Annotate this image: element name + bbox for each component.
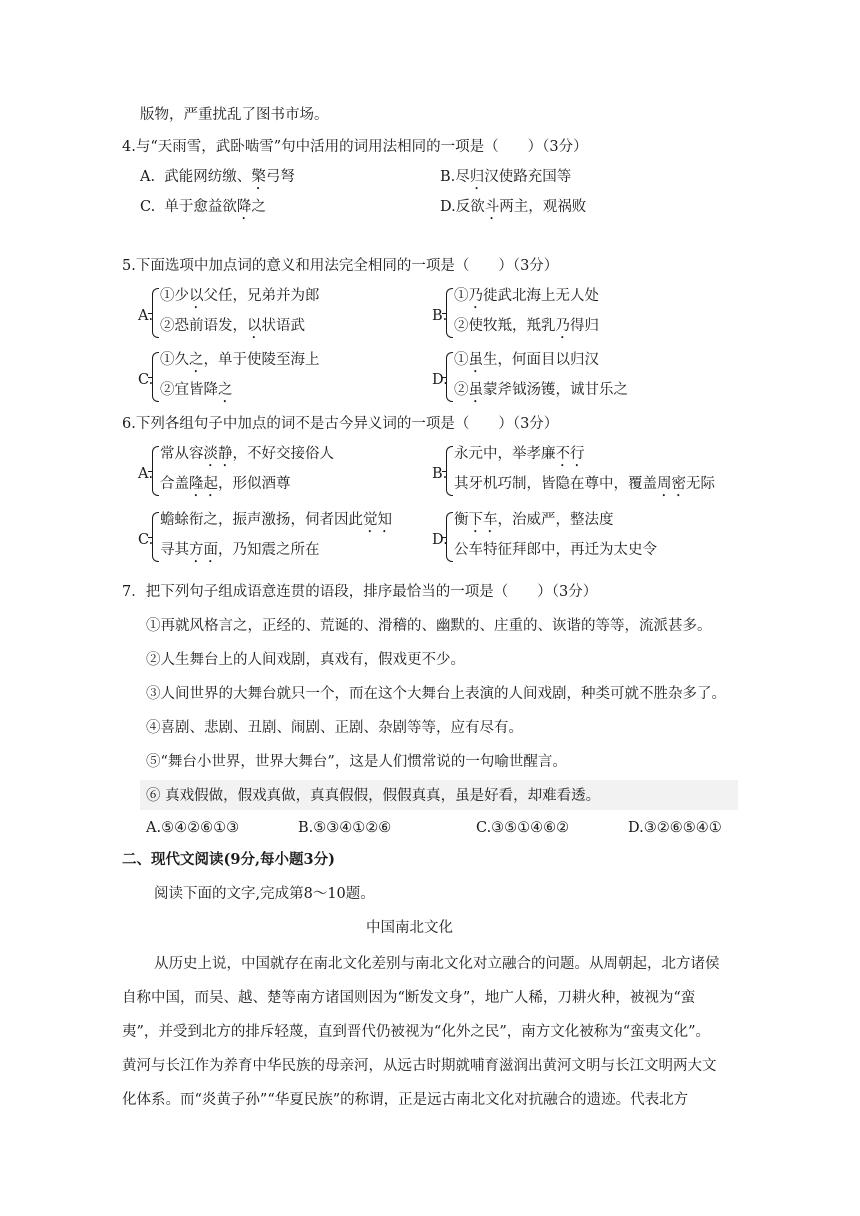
question-5: 5.下面选项中加点词的意义和用法完全相同的一项是（ ）（3分） [122, 258, 559, 274]
question-6: 6.下列各组句子中加点的词不是古今异义词的一项是（ ）（3分） [122, 416, 559, 432]
q5-c-line1: ①久之，单于使陵至海上 [160, 352, 320, 368]
q6-c-brace [152, 512, 159, 562]
q6-b-line2: 其牙机巧制，皆隐在尊中，覆盖周密无际 [454, 476, 715, 492]
passage-line-5: 化体系。而“炎黄子孙”“华夏民族”的称谓，正是远古南北文化对抗融合的遗迹。代表北方 [122, 1092, 689, 1108]
q6-option-a-letter: A. [138, 466, 154, 482]
q5-option-d-letter: D. [432, 372, 448, 388]
q7-option-c: C.③⑤①④⑥② [476, 820, 570, 836]
passage-line-1: 从历史上说，中国就存在南北文化差别与南北文化对立融合的问题。从周朝起，北方诸侯 [154, 956, 720, 972]
q6-a-line1: 常从容淡静，不好交接俗人 [160, 446, 334, 462]
q5-b-brace [446, 288, 453, 338]
q5-d-line1: ①虽生，何面目以归汉 [454, 352, 599, 368]
passage-line-4: 黄河与长江作为养育中华民族的母亲河，从远古时期就哺育滋润出黄河文明与长江文明两大文 [122, 1058, 717, 1074]
passage-title: 中国南北文化 [366, 920, 453, 936]
q6-a-line2: 合盖隆起，形似酒尊 [160, 476, 291, 492]
q7-option-a: A.⑤④②⑥①③ [146, 820, 240, 836]
line-continuation: 版物，严重扰乱了图书市场。 [140, 107, 329, 123]
section-2-heading: 二、现代文阅读(9分,每小题3分) [122, 851, 335, 868]
q6-c-line1: 蟾蜍衔之，振声激扬，伺者因此觉知 [160, 512, 392, 528]
q7-sentence-5: ⑤“舞台小世界，世界大舞台”，这是人们惯常说的一句喻世醒言。 [146, 754, 567, 770]
q7-sentence-6: ⑥ 真戏假做，假戏真做，真真假假，假假真真，虽是好看，却难看透。 [146, 788, 601, 804]
reading-instruction: 阅读下面的文字,完成第8～10题。 [154, 886, 375, 902]
q5-a-line1: ①少以父任，兄弟并为郎 [160, 288, 320, 304]
q6-b-line1: 永元中，举孝廉不行 [454, 446, 585, 462]
q6-b-brace [446, 446, 453, 496]
q5-option-b-letter: B. [432, 308, 448, 324]
q5-a-line2: ②恐前语发，以状语武 [160, 318, 305, 334]
q7-option-b: B.⑤③④①②⑥ [298, 820, 392, 836]
passage-line-3: 夷”，并受到北方的排斥轻蔑，直到晋代仍被视为“化外之民”，南方文化被称为“蛮夷文化”。 [122, 1024, 711, 1040]
q5-a-brace [152, 288, 159, 338]
q5-d-brace [446, 352, 453, 402]
q4-option-c: C. 单于愈益欲降之 [140, 199, 266, 215]
q5-option-a-letter: A. [138, 308, 154, 324]
q5-b-line2: ②使牧羝，羝乳乃得归 [454, 318, 599, 334]
question-7: 7．把下列句子组成语意连贯的语段，排序最恰当的一项是（ ）（3分） [122, 584, 598, 600]
q5-b-line1: ①乃徙武北海上无人处 [454, 288, 599, 304]
q6-a-brace [152, 446, 159, 496]
q6-d-line2: 公车特征拜郎中，再迁为太史令 [454, 542, 657, 558]
q7-sentence-1: ①再就风格言之，正经的、荒诞的、滑稽的、幽默的、庄重的、诙谐的等等，流派甚多。 [146, 618, 712, 634]
q5-c-brace [152, 352, 159, 402]
passage-line-2: 自称中国，而吴、越、楚等南方诸国则因为“断发文身”，地广人稀，刀耕火种，被视为“蛮 [122, 990, 696, 1006]
q5-d-line2: ②虽蒙斧钺汤镬，诚甘乐之 [454, 382, 628, 398]
q7-sentence-4: ④喜剧、悲剧、丑剧、闹剧、正剧、杂剧等等，应有尽有。 [146, 720, 523, 736]
q6-d-brace [446, 512, 453, 562]
q6-c-line2: 寻其方面，乃知震之所在 [160, 542, 320, 558]
q7-sentence-3: ③人间世界的大舞台就只一个，而在这个大舞台上表演的人间戏剧，种类可就不胜杂多了。 [146, 686, 726, 702]
q6-option-b-letter: B. [432, 466, 448, 482]
q4-option-b: B.尽归汉使路充国等 [440, 169, 572, 185]
q7-option-d: D.③②⑥⑤④① [628, 820, 722, 836]
question-4: 4.与“天雨雪，武卧啮雪”句中活用的词用法相同的一项是（ ）（3分） [122, 139, 588, 155]
q6-option-c-letter: C. [138, 532, 154, 548]
q5-option-c-letter: C. [138, 372, 154, 388]
q7-sentence-2: ②人生舞台上的人间戏剧，真戏有，假戏更不少。 [146, 652, 465, 668]
q6-d-line1: 衡下车，治威严，整法度 [454, 512, 614, 528]
q6-option-d-letter: D. [432, 532, 448, 548]
q5-c-line2: ②宜皆降之 [160, 382, 233, 398]
q4-option-d: D.反欲斗两主，观祸败 [440, 199, 587, 215]
q4-option-a: A. 武能网纺缴、檠弓弩 [140, 169, 295, 185]
